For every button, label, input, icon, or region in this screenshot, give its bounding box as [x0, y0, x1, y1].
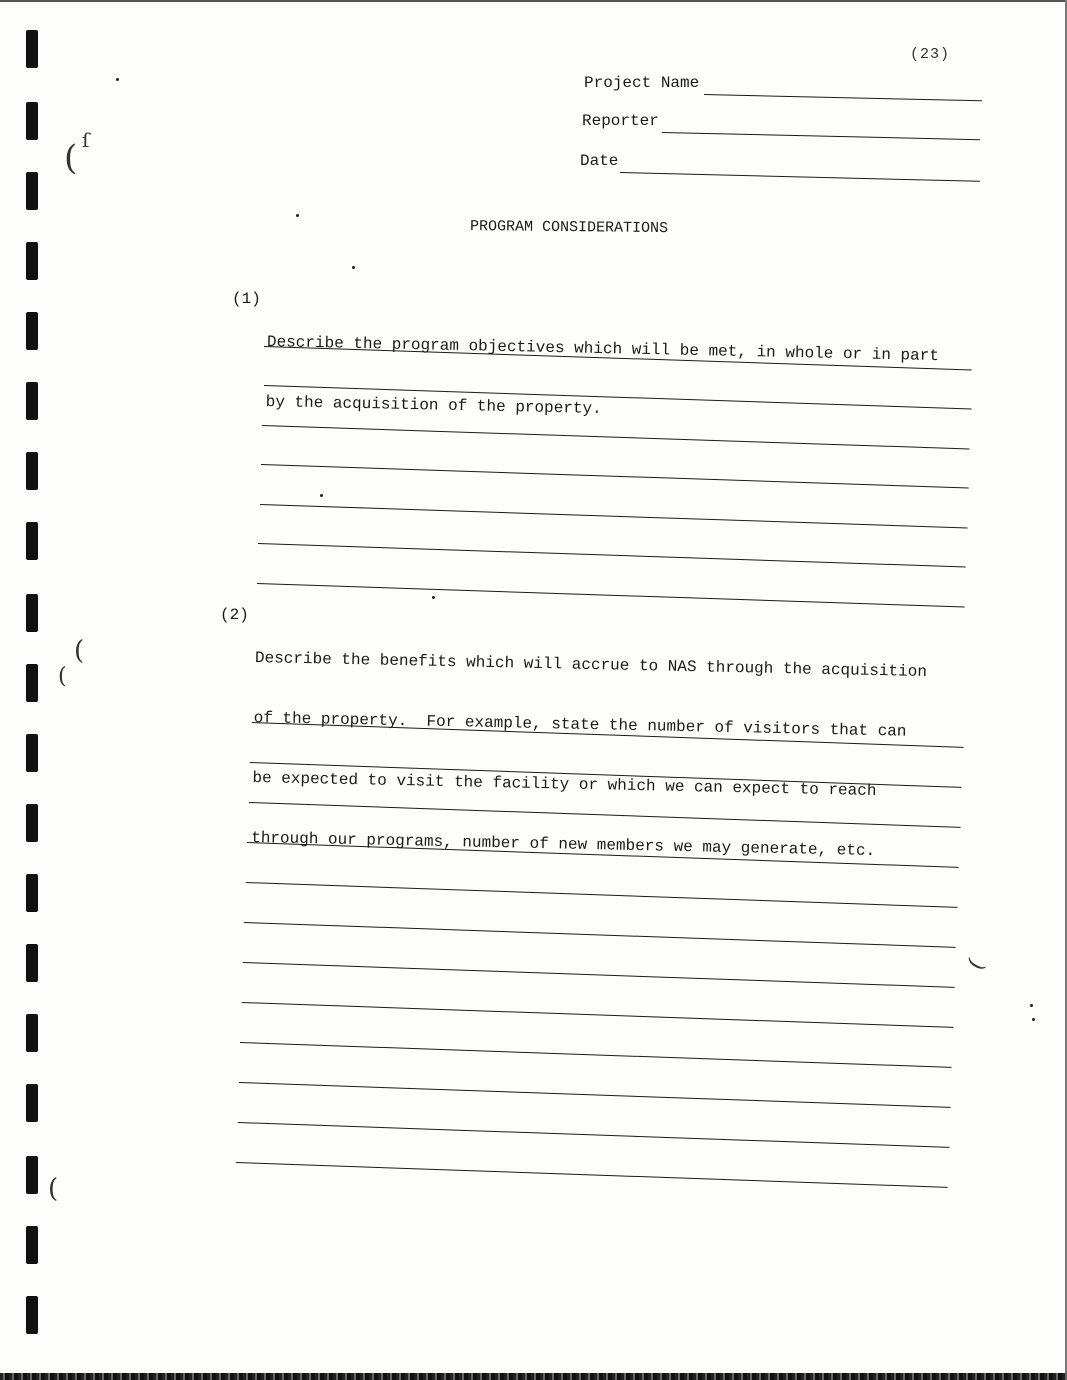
- question-2-line-3: be expected to visit the facility or which we can expect to reach: [252, 768, 877, 801]
- scan-speck: [116, 78, 119, 81]
- page-edge-bottom: [0, 1373, 1067, 1380]
- answer-line-q1[interactable]: [260, 504, 968, 528]
- question-2-text: [250, 608, 928, 902]
- question-1-number: (1): [232, 290, 261, 308]
- binder-hole: [26, 594, 38, 632]
- answer-line-q1[interactable]: [257, 583, 965, 607]
- page-edge-top: [0, 0, 1067, 2]
- binder-hole: [26, 944, 38, 982]
- scan-mark: ſ: [82, 128, 90, 152]
- question-1-text: [265, 292, 940, 466]
- answer-line-q2[interactable]: [239, 1082, 951, 1108]
- binder-hole: [26, 1296, 38, 1334]
- binder-holes: [0, 0, 60, 1380]
- reporter-line[interactable]: [662, 132, 980, 140]
- question-1-line-2: by the acquisition of the property.: [265, 392, 602, 419]
- reporter-label: Reporter: [582, 112, 659, 130]
- binder-hole: [26, 804, 38, 842]
- binder-hole: [26, 1084, 38, 1122]
- project-name-label: Project Name: [584, 74, 700, 92]
- question-2-number: (2): [220, 606, 249, 624]
- question-2-line-2: of the property. For example, state the number of visitors that can: [253, 708, 907, 741]
- binder-hole: [26, 102, 38, 140]
- answer-line-q2[interactable]: [244, 922, 956, 948]
- binder-hole: [26, 242, 38, 280]
- binder-hole: [26, 1156, 38, 1194]
- binder-hole: [26, 1014, 38, 1052]
- scan-mark: (: [64, 138, 78, 178]
- binder-hole: [26, 312, 38, 350]
- scan-mark: (: [74, 636, 85, 666]
- binder-hole: [26, 664, 38, 702]
- binder-hole: [26, 734, 38, 772]
- scan-mark: (: [58, 664, 67, 689]
- binder-hole: [26, 1226, 38, 1264]
- binder-hole: [26, 172, 38, 210]
- section-heading: PROGRAM CONSIDERATIONS: [469, 218, 669, 238]
- scan-speck: [1030, 1004, 1033, 1007]
- scan-speck: [1032, 1018, 1035, 1021]
- question-1-line-1: Describe the program objectives which will be met, in whole or in part: [266, 332, 940, 366]
- binder-hole: [26, 452, 38, 490]
- answer-line-q2[interactable]: [242, 1002, 954, 1028]
- binder-hole: [26, 30, 38, 68]
- answer-line-q2[interactable]: [243, 962, 955, 988]
- answer-line-q1[interactable]: [258, 543, 966, 567]
- scan-speck: [352, 266, 355, 269]
- binder-hole: [26, 382, 38, 420]
- answer-line-q1[interactable]: [261, 464, 969, 488]
- binder-hole: [26, 874, 38, 912]
- scan-mark: (: [963, 954, 990, 975]
- answer-line-q2[interactable]: [238, 1122, 950, 1148]
- scan-speck: [296, 214, 299, 217]
- answer-line-q2[interactable]: [240, 1042, 952, 1068]
- question-2-line-1: Describe the benefits which will accrue to NAS through the acquisition: [254, 648, 928, 682]
- scan-mark: (: [48, 1174, 59, 1204]
- page-number: (23): [910, 46, 951, 63]
- date-label: Date: [580, 152, 619, 170]
- question-2-line-4: through our programs, number of new members we may generate, etc.: [250, 828, 876, 861]
- scan-speck: [320, 494, 323, 497]
- scan-speck: [432, 596, 435, 599]
- date-line[interactable]: [620, 172, 980, 182]
- answer-line-q2[interactable]: [236, 1162, 948, 1188]
- binder-hole: [26, 522, 38, 560]
- project-name-line[interactable]: [704, 94, 982, 101]
